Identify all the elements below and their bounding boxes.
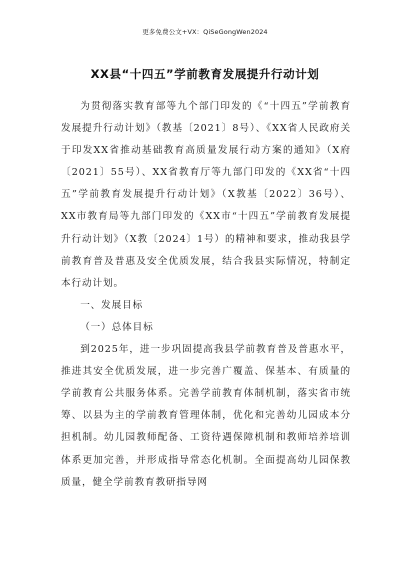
subsection-heading: （一）总体目标 — [80, 321, 154, 333]
intro-paragraph: 为贯彻落实教育部等九个部门印发的《“十四五”学前教育发展提升行动计划》（教基〔2021〕8号）、《XX省人民政府关于印发XX省推动基础教育高质量发展行动方案的通知》（X府〔2021〕55号）、XX省教育厅等九部门印发的《XX省“十四五”学前教育发展提升行动计划》（X教基〔2022〕36号）、XX市教育局等九部门印发的《XX市“十四五”学前教育发展提升行动计划》（X教〔2024〕1号）的精神和要求，推动我县学前教育普及普惠及安全优质发展，结合我县实际情况，特制定本行动计划。 — [61, 101, 351, 289]
section-heading: 一、发展目标 — [80, 299, 144, 311]
document-title: XX县“十四五”学前教育发展提升行动计划 — [90, 67, 320, 81]
document-body — [61, 96, 351, 494]
goal-paragraph: 到2025年，进一步巩固提高我县学前教育普及普惠水平，推进其安全优质发展，进一步完善广覆盖、保基本、有质量的学前教育公共服务体系。完善学前教育体制机制，落实省市统筹、以县为主的学前教育管理体制，优化和完善幼儿园成本分担机制。幼儿园教师配备、工资待遇保障机制和教师培养培训体系更加完善，并形成指导常态化机制。全面提高幼儿园保教质量，健全学前教育教研指导网 — [61, 344, 351, 488]
header-note: 更多免费公文+VX：QiSeGongWen2024 — [142, 28, 268, 36]
